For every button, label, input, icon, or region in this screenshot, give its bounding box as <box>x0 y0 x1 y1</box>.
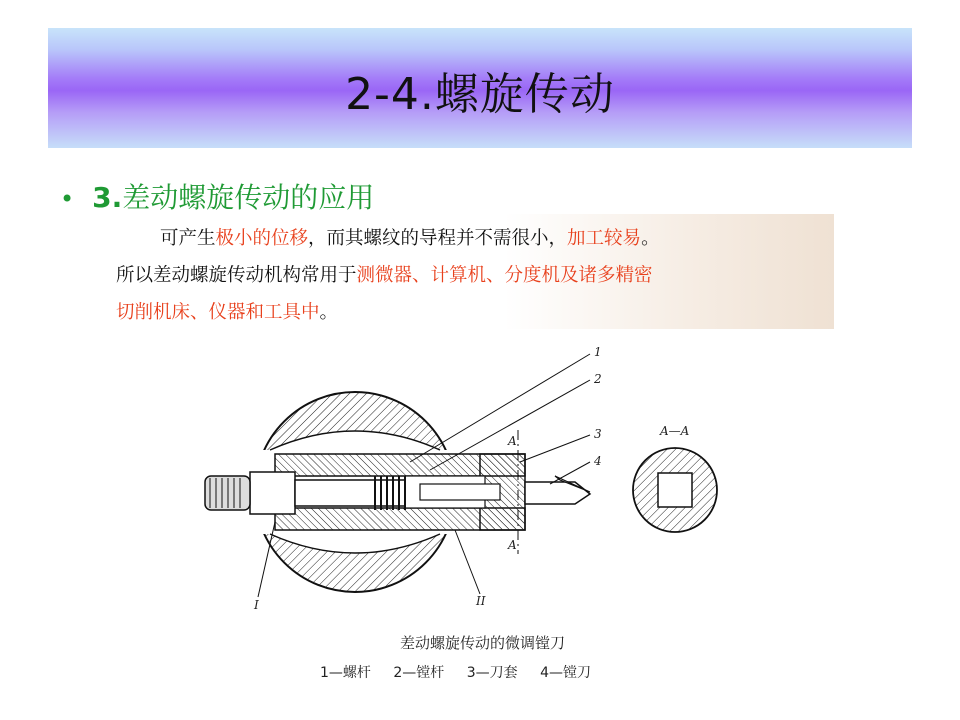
text-span: ，而其螺纹的导程并不需很小， <box>308 228 568 249</box>
callout-3: 3 <box>594 427 602 441</box>
section-view <box>633 448 717 532</box>
highlight-span: 测微器、计算机、分度机及诸多精密 <box>356 265 653 286</box>
text-span: 可产生 <box>160 228 216 249</box>
figure-caption: 差动螺旋传动的微调镗刀 <box>400 634 566 652</box>
text-span: 。 <box>319 302 339 323</box>
highlight-span: 加工较易 <box>567 228 642 249</box>
section-view-label: A—A <box>660 424 690 438</box>
callout-2: 2 <box>594 372 602 386</box>
boring-tool-figure <box>180 342 720 687</box>
text-span: 。 <box>641 228 660 249</box>
paragraph-line-3 <box>116 298 338 324</box>
section-mark-top: A <box>508 434 517 448</box>
bullet-text: 差动螺旋传动的应用 <box>122 181 375 214</box>
title-band <box>48 28 912 148</box>
callout-1: 1 <box>594 345 602 359</box>
paragraph-line-1 <box>160 224 660 250</box>
bullet-dot-icon: • <box>60 185 75 213</box>
paragraph-line-2 <box>116 261 653 287</box>
highlight-span: 极小的位移 <box>215 228 309 249</box>
description-box <box>102 214 834 329</box>
roman-label-2: II <box>476 594 486 608</box>
bullet-number: 3. <box>92 181 123 214</box>
highlight-span: 切削机床、仪器和工具中 <box>116 302 320 323</box>
figure-legend: 1—螺杆 2—镗杆 3—刀套 4—镗刀 <box>320 665 591 681</box>
bullet-item <box>60 176 374 216</box>
callout-4: 4 <box>594 454 602 468</box>
roman-label-1: I <box>254 598 259 612</box>
slide-title: 2-4.螺旋传动 <box>345 69 615 120</box>
text-span: 所以差动螺旋传动机构常用于 <box>116 265 357 286</box>
section-mark-bottom: A <box>508 538 517 552</box>
